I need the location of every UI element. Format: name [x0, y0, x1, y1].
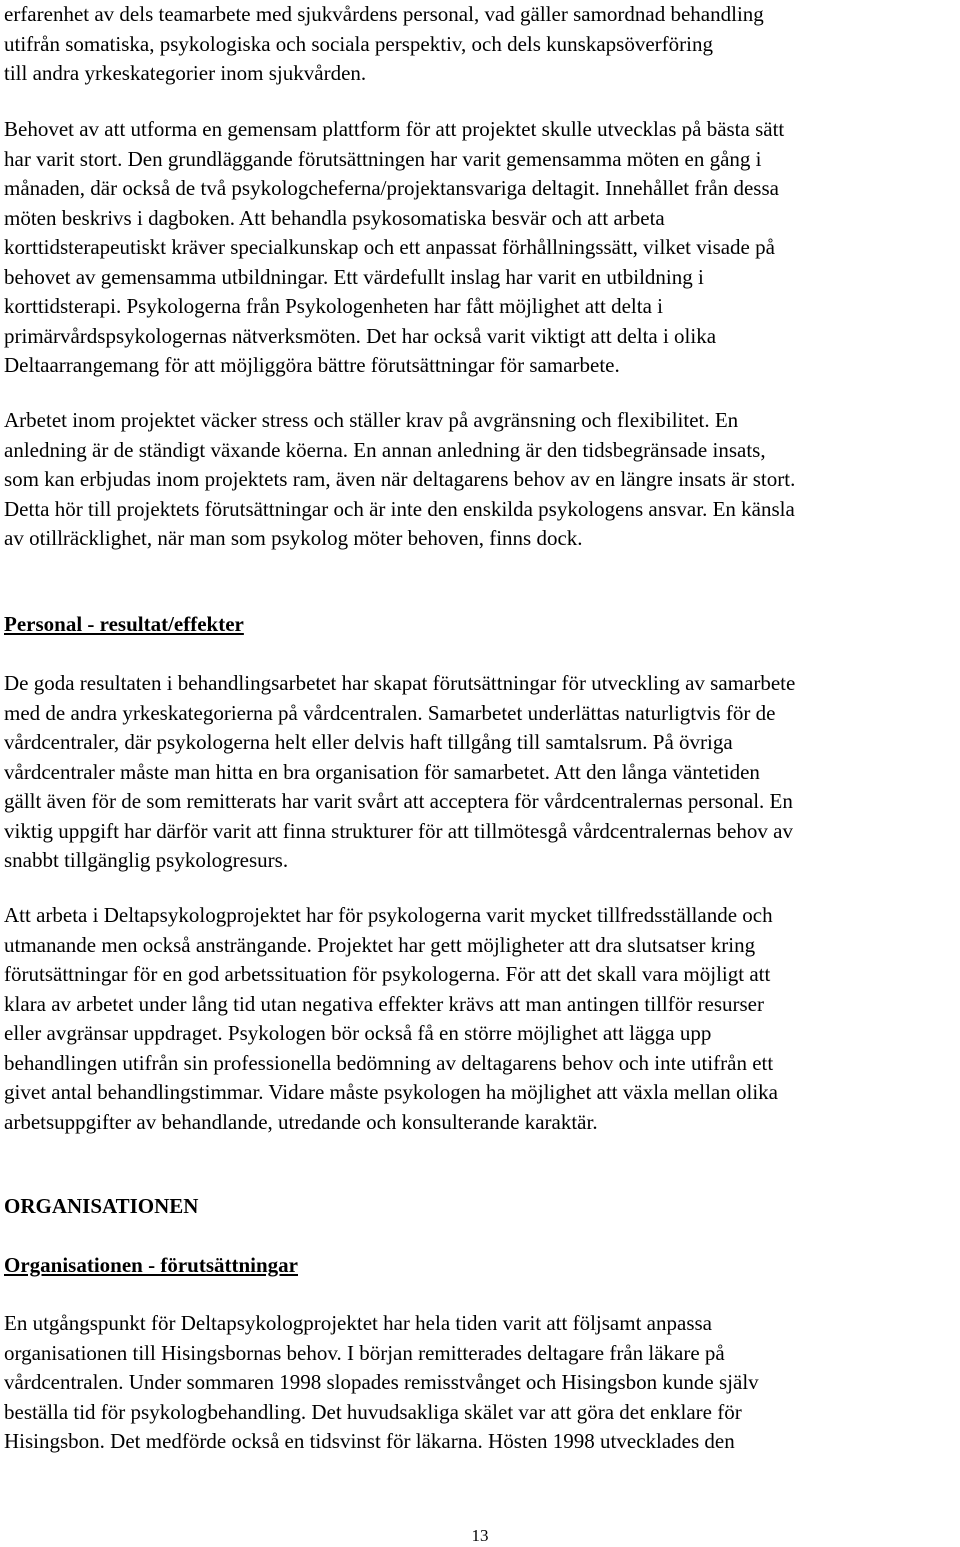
- text-line: möten beskrivs i dagboken. Att behandla psykosomatiska besvär och att arbeta: [4, 205, 665, 230]
- subsection-heading-forutsattningar: Organisationen - förutsättningar: [4, 1253, 298, 1277]
- text-line: De goda resultaten i behandlingsarbetet har skapat förutsättningar för utveckling av samarbete: [4, 671, 796, 695]
- text-line: med de andra yrkeskategorierna på vårdcentralen. Samarbetet underlättas naturligtvis för de: [4, 700, 776, 725]
- text-line: Deltaarrangemang för att möjliggöra bättre förutsättningar för samarbete.: [4, 353, 620, 377]
- text-line: Arbetet inom projektet väcker stress och ställer krav på avgränsning och flexibilitet. En: [4, 408, 739, 432]
- text-line: behovet av gemensamma utbildningar. Ett värdefullt inslag har varit en utbildning i: [4, 264, 704, 289]
- paragraph-stress: [4, 406, 956, 554]
- text-line: arbetsuppgifter av behandlande, utredande och konsulterande karaktär.: [4, 1109, 598, 1134]
- text-line: klara av arbetet under lång tid utan negativa effekter krävs att man antingen tillför resurser: [4, 991, 764, 1016]
- section-heading-organisationen: ORGANISATIONEN: [4, 1194, 199, 1218]
- text-line: Behovet av att utforma en gemensam plattform för att projektet skulle utvecklas på bästa sätt: [4, 117, 785, 141]
- text-line: eller avgränsar uppdraget. Psykologen bör också få en större möjlighet att lägga upp: [4, 1021, 712, 1045]
- text-line: organisationen till Hisingsbornas behov. I början remitterades deltagare från läkare på: [4, 1340, 725, 1365]
- text-line: Att arbeta i Deltapsykologprojektet har för psykologerna varit mycket tillfredsställande och: [4, 903, 773, 927]
- page-number: 13: [471, 1526, 489, 1545]
- text-line: korttidsterapeutiskt kräver specialkunskap och ett anpassat förhållningssätt, vilket visade på: [4, 235, 775, 259]
- text-line: Hisingsbon. Det medförde också en tidsvinst för läkarna. Hösten 1998 utvecklades den: [4, 1429, 735, 1453]
- text-line: primärvårdspsykologernas nätverksmöten. Det har också varit viktigt att delta i olika: [4, 323, 717, 348]
- text-line: givet antal behandlingstimmar. Vidare måste psykologen ha möjlighet att växla mellan olika: [4, 1080, 778, 1104]
- text-line: En utgångspunkt för Deltapsykologprojektet har hela tiden varit att följsamt anpassa: [4, 1311, 712, 1335]
- text-line: utmanande men också ansträngande. Projektet har gett möjligheter att dra slutsatser kring: [4, 932, 756, 957]
- text-line: vårdcentraler måste man hitta en bra organisation för samarbetet. Att den långa väntetiden: [4, 759, 760, 784]
- text-line: beställa tid för psykologbehandling. Det huvudsakliga skälet var att göra det enklare för: [4, 1399, 742, 1424]
- text-line: erfarenhet av dels teamarbete med sjukvårdens personal, vad gäller samordnad behandling: [4, 2, 764, 26]
- text-line: förutsättningar för en god arbetssituation för psykologerna. För att det skall vara möjligt att: [4, 962, 771, 986]
- section-heading-personal: Personal - resultat/effekter: [4, 612, 244, 636]
- text-line: snabbt tillgänglig psykologresurs.: [4, 848, 289, 872]
- text-line: korttidsterapi. Psykologerna från Psykologenheten har fått möjlighet att delta i: [4, 294, 664, 318]
- paragraph-intro: [4, 0, 956, 89]
- paragraph-utgangspunkt: [4, 1309, 956, 1457]
- text-line: av otillräcklighet, när man som psykolog möter behoven, finns dock.: [4, 526, 583, 550]
- text-line: har varit stort. Den grundläggande förutsättningen har varit gemensamma möten en gång i: [4, 146, 762, 171]
- text-line: som kan erbjudas inom projektets ram, även när deltagarens behov av en längre insats är stort.: [4, 467, 796, 491]
- text-line: utifrån somatiska, psykologiska och sociala perspektiv, och dels kunskapsöverföring: [4, 31, 713, 56]
- text-line: vårdcentralen. Under sommaren 1998 slopades remisstvånget och Hisingsbon kunde själv: [4, 1370, 759, 1394]
- text-line: till andra yrkeskategorier inom sjukvården.: [4, 61, 367, 85]
- paragraph-deltapsykolog: [4, 901, 956, 1137]
- text-line: behandlingen utifrån sin professionella bedömning av deltagarens behov och inte utifrån ett: [4, 1050, 774, 1075]
- paragraph-plattform: [4, 115, 956, 381]
- text-line: vårdcentraler, där psykologerna helt eller delvis haft tillgång till samtalsrum. På övriga: [4, 730, 733, 754]
- text-line: Detta hör till projektets förutsättningar och är inte den enskilda psykologens ansvar. En känsla: [4, 496, 795, 521]
- text-line: anledning är de ständigt växande köerna. En annan anledning är den tidsbegränsade insats,: [4, 437, 766, 462]
- text-line: viktig uppgift har därför varit att finna strukturer för att tillmötesgå vårdcentralernas behov av: [4, 818, 793, 843]
- paragraph-resultat: [4, 669, 956, 876]
- text-line: månaden, där också de två psykologcheferna/projektansvariga deltagit. Innehållet från dessa: [4, 176, 779, 200]
- text-line: gällt även för de som remitterats har varit svårt att acceptera för vårdcentralernas personal. En: [4, 789, 793, 813]
